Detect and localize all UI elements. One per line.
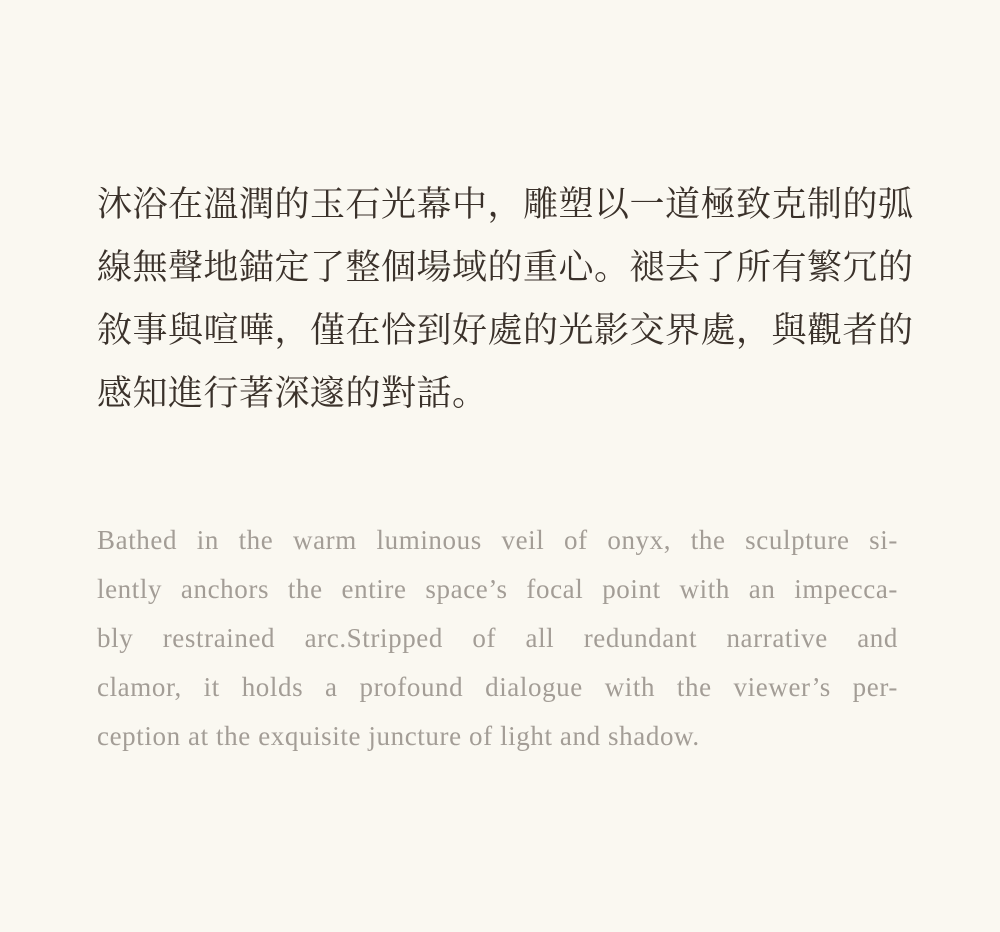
english-paragraph	[97, 516, 898, 761]
chinese-paragraph	[97, 173, 914, 425]
english-text-line-2: lently anchors the entire space’s focal point with an impecca-	[97, 574, 898, 604]
chinese-text-line-3: 敘事與喧嘩，僅在恰到好處的光影交界處，與觀者的	[97, 311, 914, 350]
english-text-line-5: ception at the exquisite juncture of light and shadow.	[97, 721, 700, 751]
english-text-line-4: clamor, it holds a profound dialogue with the viewer’s per-	[97, 672, 898, 702]
english-text-line-1: Bathed in the warm luminous veil of onyx, the sculpture si-	[97, 525, 898, 555]
chinese-text-line-4: 感知進行著深邃的對話。	[97, 374, 488, 413]
chinese-text-line-2: 線無聲地錨定了整個場域的重心。褪去了所有繁冗的	[97, 248, 914, 287]
english-text-line-3: bly restrained arc.Stripped of all redundant narrative and	[97, 623, 898, 653]
chinese-text-line-1: 沐浴在溫潤的玉石光幕中，雕塑以一道極致克制的弧	[97, 185, 914, 224]
